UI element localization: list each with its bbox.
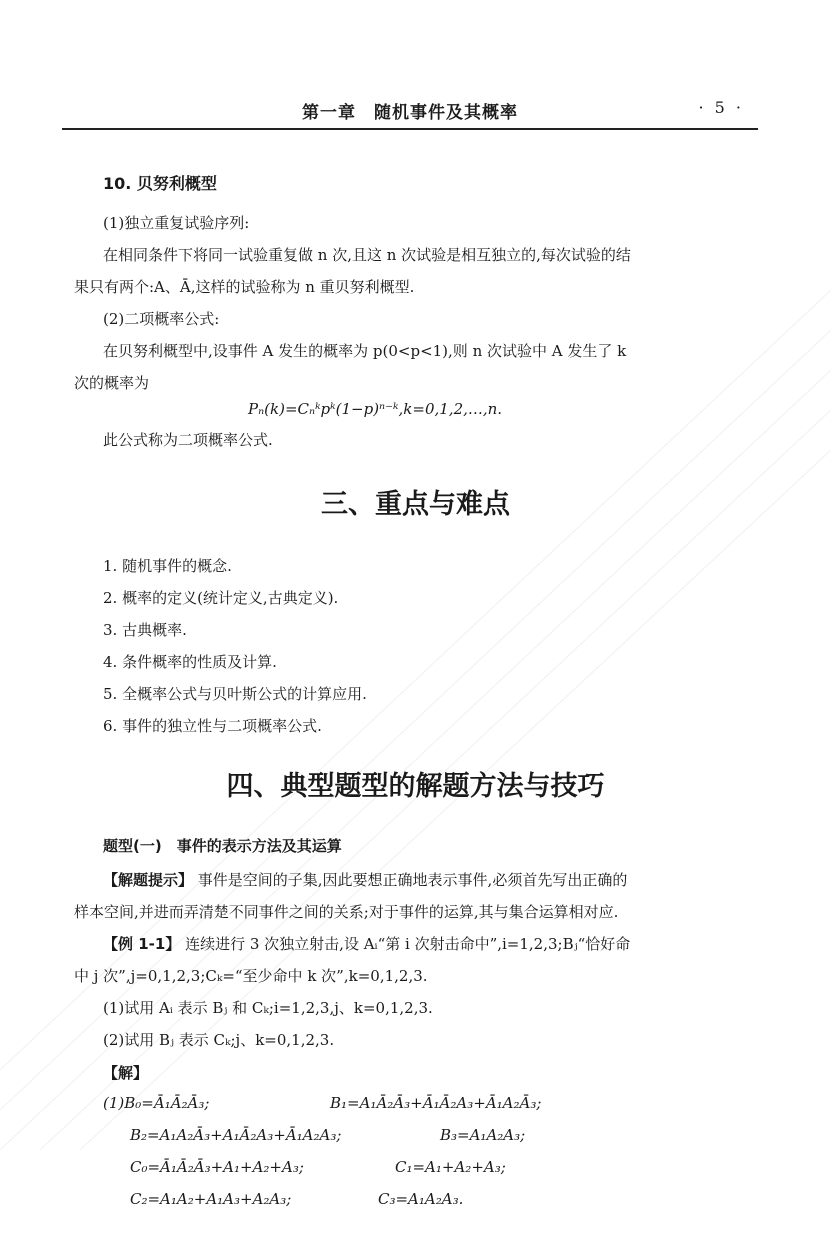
paragraph: 次的概率为 bbox=[74, 374, 150, 392]
equation: (1)B₀=Ā₁Ā₂Ā₃; bbox=[103, 1094, 210, 1112]
solution-label: 【解】 bbox=[103, 1064, 149, 1082]
equation: C₁=A₁+A₂+A₃; bbox=[395, 1158, 506, 1176]
hint-label: 【解题提示】 bbox=[103, 871, 194, 889]
equation: B₃=A₁A₂A₃; bbox=[440, 1126, 526, 1144]
question: (2)试用 Bⱼ 表示 Cₖ;j、k=0,1,2,3. bbox=[103, 1031, 335, 1049]
list-item: 5. 全概率公式与贝叶斯公式的计算应用. bbox=[103, 685, 367, 703]
list-item: 2. 概率的定义(统计定义,古典定义). bbox=[103, 589, 339, 607]
list-item: 6. 事件的独立性与二项概率公式. bbox=[103, 717, 322, 735]
section-title: 10. 贝努利概型 bbox=[103, 174, 217, 193]
paragraph: (2)二项概率公式: bbox=[103, 310, 220, 328]
paragraph: (1)独立重复试验序列: bbox=[103, 214, 250, 232]
equation: B₂=A₁A₂Ā₃+A₁Ā₂A₃+Ā₁A₂A₃; bbox=[130, 1126, 342, 1144]
paragraph bbox=[103, 870, 627, 890]
part-heading: 三、重点与难点 bbox=[321, 489, 510, 520]
paragraph: 果只有两个:A、Ā,这样的试验称为 n 重贝努利概型. bbox=[74, 278, 415, 296]
example-text: 连续进行 3 次独立射击,设 Aᵢ“第 i 次射击命中”,i=1,2,3;Bⱼ“恰好命 bbox=[180, 935, 631, 953]
equation: C₂=A₁A₂+A₁A₃+A₂A₃; bbox=[130, 1190, 292, 1208]
equation: C₃=A₁A₂A₃. bbox=[378, 1190, 464, 1208]
list-item: 4. 条件概率的性质及计算. bbox=[103, 653, 277, 671]
list-item: 1. 随机事件的概念. bbox=[103, 557, 232, 575]
page-number: · 5 · bbox=[698, 98, 744, 117]
paragraph: 此公式称为二项概率公式. bbox=[103, 431, 273, 449]
question: (1)试用 Aᵢ 表示 Bⱼ 和 Cₖ;i=1,2,3,j、k=0,1,2,3. bbox=[103, 999, 433, 1017]
equation: C₀=Ā₁Ā₂Ā₃+A₁+A₂+A₃; bbox=[130, 1158, 304, 1176]
example-label: 【例 1-1】 bbox=[103, 935, 181, 953]
list-item: 3. 古典概率. bbox=[103, 621, 187, 639]
binomial-formula: Pₙ(k)=Cₙᵏpᵏ(1−p)ⁿ⁻ᵏ,k=0,1,2,…,n. bbox=[248, 400, 503, 418]
equation: B₁=A₁Ā₂Ā₃+Ā₁Ā₂A₃+Ā₁A₂Ā₃; bbox=[330, 1094, 542, 1112]
paragraph bbox=[103, 934, 630, 954]
running-header bbox=[62, 96, 758, 130]
paragraph: 样本空间,并进而弄清楚不同事件之间的关系;对于事件的运算,其与集合运算相对应. bbox=[74, 903, 619, 921]
paragraph: 在相同条件下将同一试验重复做 n 次,且这 n 次试验是相互独立的,每次试验的结 bbox=[103, 246, 631, 264]
part-heading: 四、典型题型的解题方法与技巧 bbox=[226, 771, 605, 802]
chapter-title: 第一章 随机事件及其概率 bbox=[302, 103, 518, 123]
problem-type-title: 题型(一) 事件的表示方法及其运算 bbox=[103, 837, 342, 855]
paragraph: 中 j 次”,j=0,1,2,3;Cₖ=“至少命中 k 次”,k=0,1,2,3. bbox=[74, 967, 428, 985]
paragraph: 在贝努利概型中,设事件 A 发生的概率为 p(0<p<1),则 n 次试验中 A 发生了 k bbox=[103, 342, 627, 360]
hint-text: 事件是空间的子集,因此要想正确地表示事件,必须首先写出正确的 bbox=[193, 871, 628, 889]
